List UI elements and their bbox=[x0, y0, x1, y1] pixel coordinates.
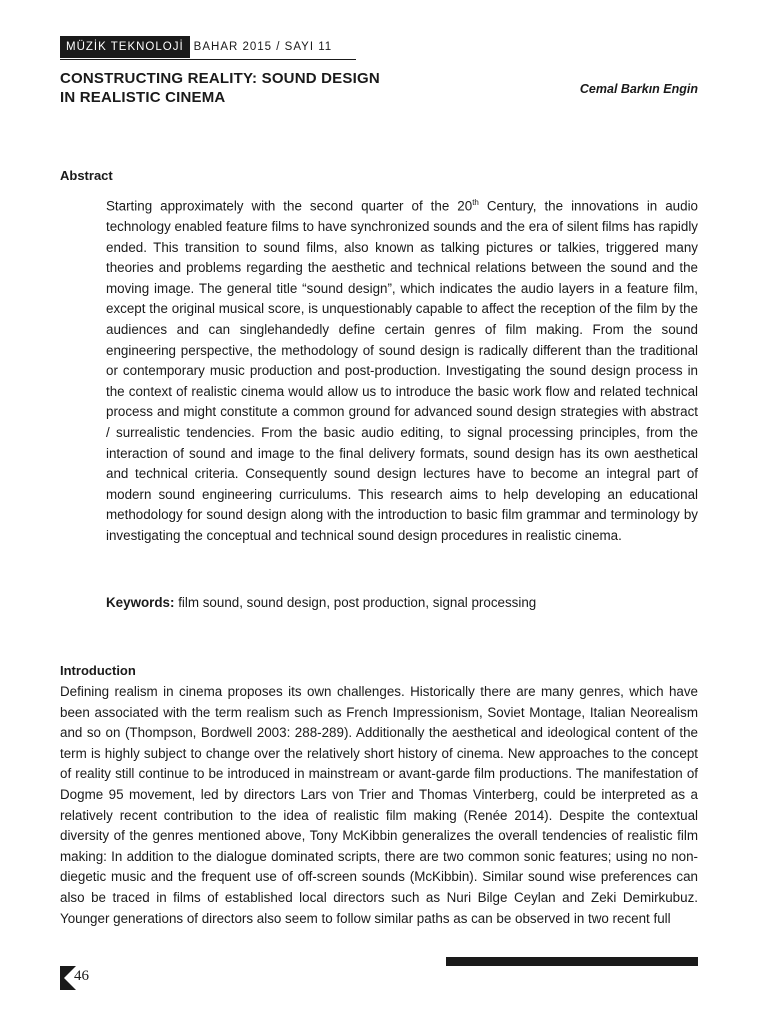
article-title: CONSTRUCTING REALITY: SOUND DESIGN IN REALISTIC CINEMA bbox=[60, 70, 380, 106]
keywords-list: film sound, sound design, post production, signal processing bbox=[174, 595, 537, 610]
article-author: Cemal Barkın Engin bbox=[579, 82, 698, 96]
abstract-text-rest: Century, the innovations in audio technology enabled feature films to have synchronized sounds and the era of silent films has rapidly ended. This transition to sound films, also known as talking pictures or talkies, triggered many theories and problems regarding the aesthetic and technical relations between the sound and the moving image. The general title “sound design”, which indicates the audio layers in a feature film, except the original musical score, is unquestionably capable to affect the reception of the film by the audiences and can singlehandedly define certain genres of film making. From the sound engineering perspective, the methodology of sound design is radically different than the traditional or contemporary music production and post-production. Investigating the sound design process in the context of realistic cinema would allow us to introduce the basic work flow and related technical process and might constitute a common ground for advanced sound design strategies with abstract / surrealistic tendencies. From the basic audio editing, to signal processing principles, from the interaction of sound and image to the final delivery formats, sound design has its own aesthetical and technical criteria. Consequently sound design lectures have to become an integral part of modern sound engineering curriculums. This research aims to help developing an educational methodology for sound design along with the introduction to basic film grammar and terminology by investigating the conceptual and technical sound design procedures in realistic cinema. bbox=[106, 198, 698, 543]
header-rule bbox=[60, 59, 356, 60]
abstract-text-start: Starting approximately with the second quarter of the 20 bbox=[106, 198, 473, 214]
keywords bbox=[106, 593, 698, 613]
page-number: 46 bbox=[74, 968, 89, 984]
footer-bar bbox=[446, 957, 698, 966]
introduction-heading: Introduction bbox=[60, 663, 136, 678]
journal-header bbox=[60, 36, 336, 58]
keywords-label: Keywords: bbox=[106, 595, 175, 610]
abstract-text bbox=[106, 193, 698, 547]
journal-name: MÜZİK TEKNOLOJİ bbox=[60, 36, 190, 58]
journal-issue: BAHAR 2015 / SAYI 11 bbox=[193, 41, 333, 53]
introduction-text: Defining realism in cinema proposes its own challenges. Historically there are many genres, which have been associated with the term realism such as French Impressionism, Soviet Montage, Italian Neorealism and so on (Thompson, Bordwell 2003: 288-289). Additionally the aesthetical and ideological content of the term is highly subject to change over the relatively short history of cinema. New approaches to the concept of reality still continue to be introduced in mainstream or avant-garde film productions. The manifestation of Dogme 95 movement, led by directors Lars von Trier and Thomas Vinterberg, could be interpreted as a relatively recent contribution to the idea of realistic film making (Renée 2014). Despite the contextual diversity of the genres mentioned above, Tony McKibbin generalizes the overall tendencies of realistic film making: In addition to the dialogue dominated scripts, there are two common sonic features; using no non-diegetic music and the frequent use of off-screen sounds (McKibbin). Similar sound wise preferences can also be traced in films of established local directors such as Nuri Bilge Ceylan and Zeki Demirkubuz. Younger generations of directors also seem to follow similar paths as can be observed in two recent full bbox=[60, 684, 698, 926]
abstract-heading: Abstract bbox=[60, 168, 113, 183]
abstract-superscript: th bbox=[472, 198, 479, 207]
